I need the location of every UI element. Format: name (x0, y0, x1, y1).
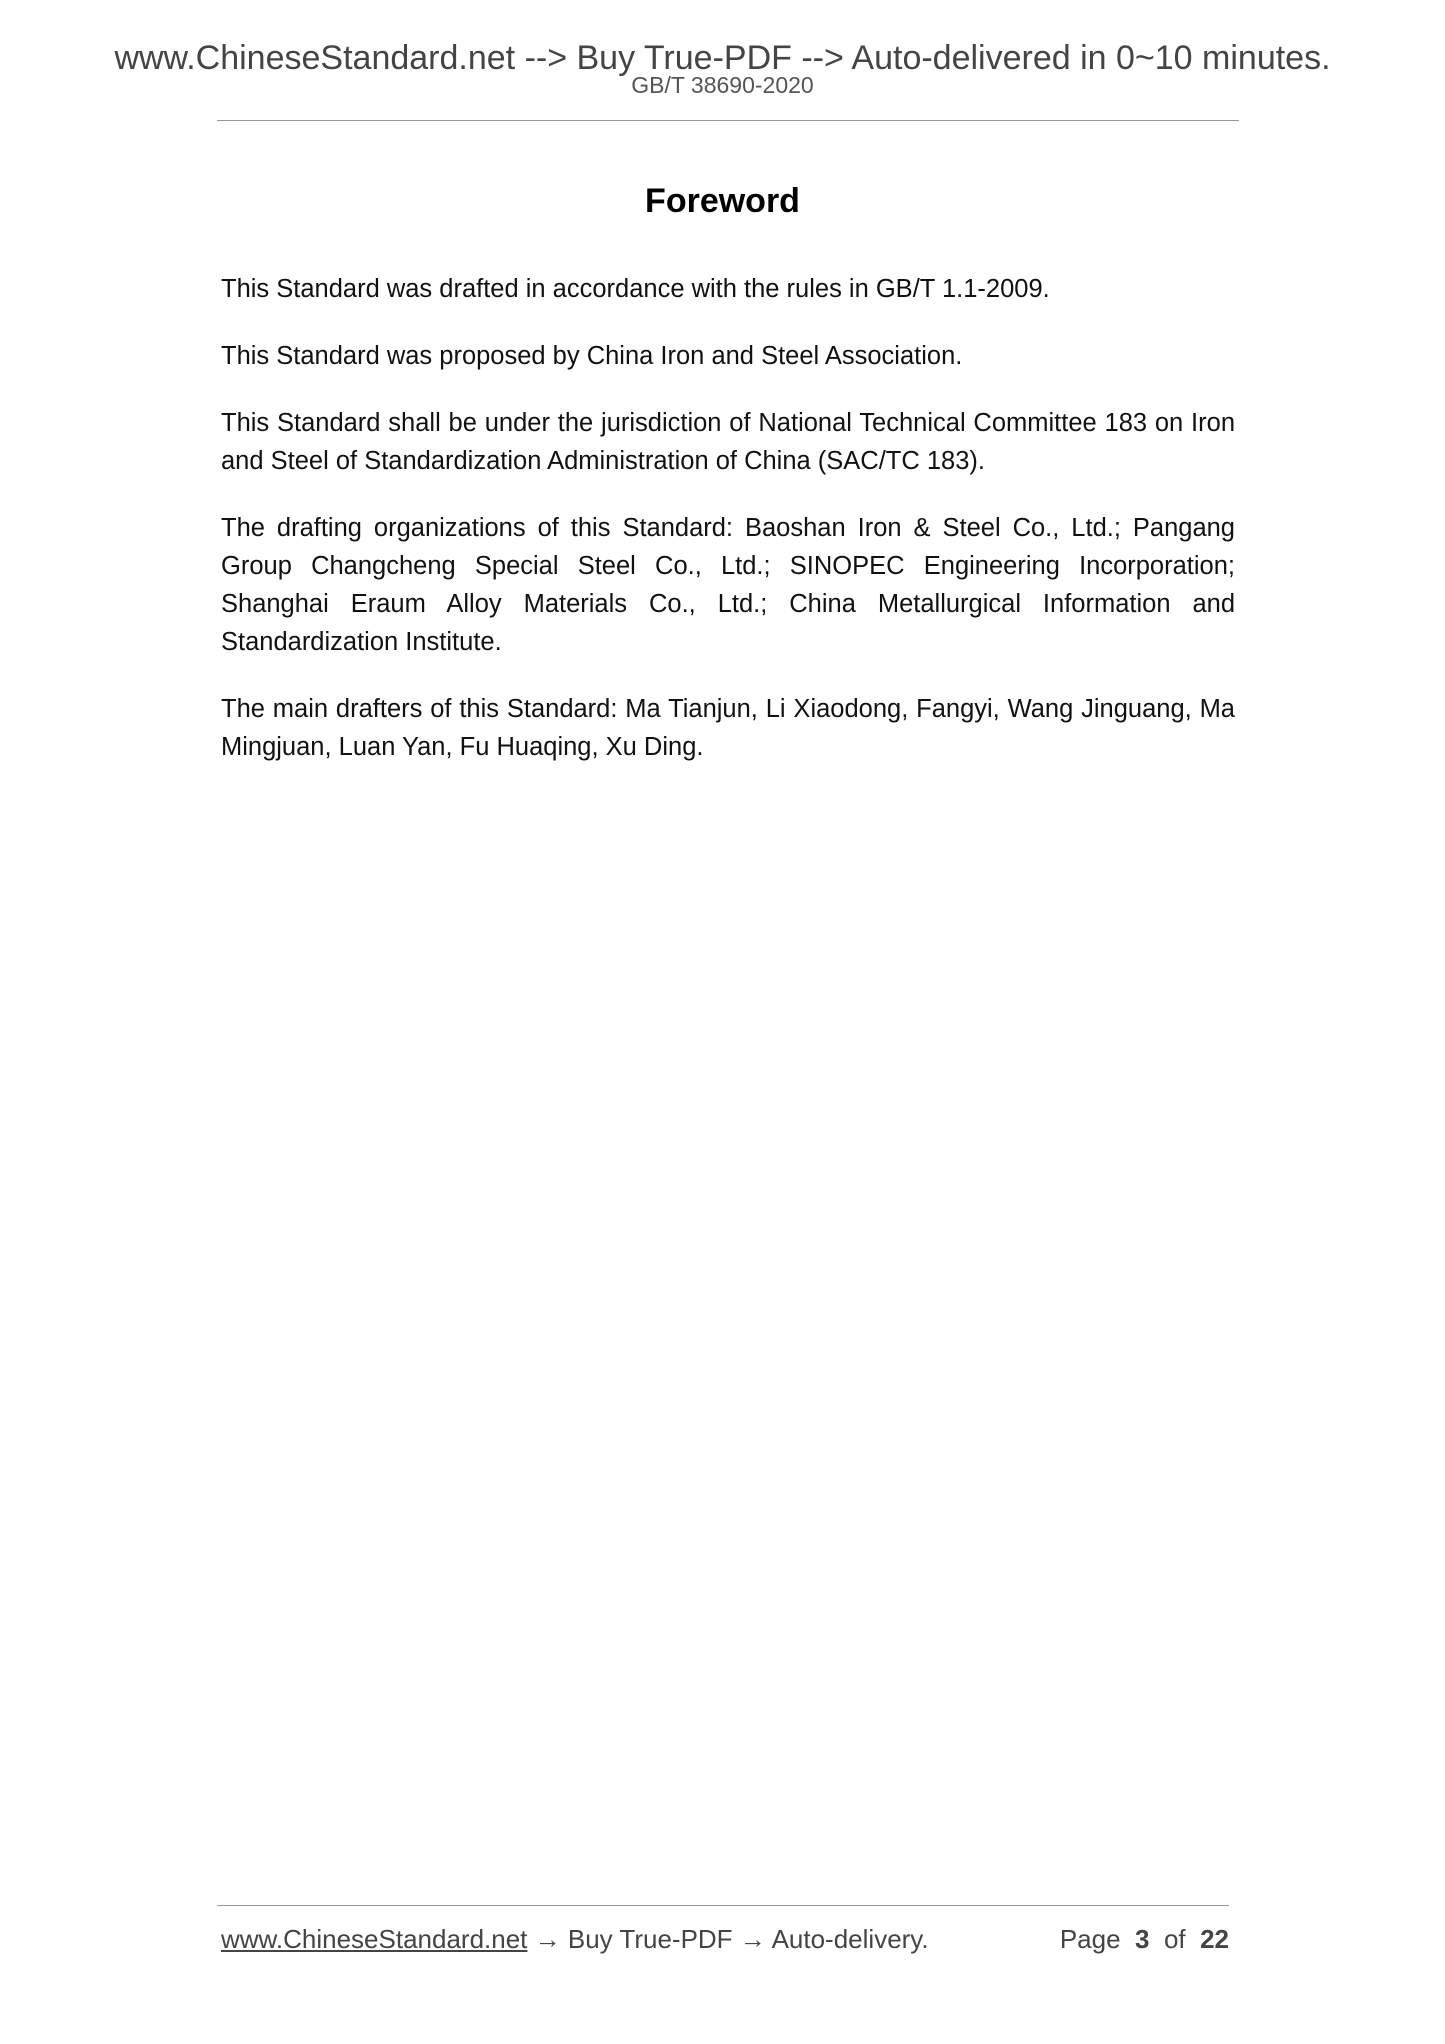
page-title: Foreword (645, 182, 800, 220)
website-link[interactable]: www.ChineseStandard.net (221, 1924, 528, 1954)
header-banner: www.ChineseStandard.net --> Buy True-PDF --> Auto-delivered in 0~10 minutes. (114, 39, 1331, 77)
of-label: of (1163, 1924, 1186, 1954)
document-id: GB/T 38690-2020 (631, 72, 814, 98)
page-footer (221, 1924, 1229, 1955)
footer-divider (217, 1905, 1229, 1906)
paragraph: This Standard was drafted in accordance with the rules in GB/T 1.1-2009. (221, 275, 1050, 303)
paragraph: The main drafters of this Standard: Ma Tianjun, Li Xiaodong, Fangyi, Wang Jinguang, Ma Mingjuan, Luan Yan, Fu Huaqing, Xu Ding. (221, 695, 1235, 761)
foreword-body (221, 270, 1235, 795)
page-indicator (1060, 1924, 1229, 1955)
paragraph: This Standard shall be under the jurisdiction of National Technical Committee 183 on Iron and Steel of Standardization Administration of China (SAC/TC 183). (221, 409, 1235, 475)
paragraph: This Standard was proposed by China Iron and Steel Association. (221, 342, 963, 370)
page-label: Page (1059, 1924, 1121, 1954)
page-total: 22 (1200, 1924, 1229, 1954)
header-divider (217, 120, 1239, 121)
page-current: 3 (1135, 1924, 1150, 1954)
footer-tagline: → Buy True-PDF → Auto-delivery. (527, 1924, 929, 1954)
paragraph: The drafting organizations of this Standard: Baoshan Iron & Steel Co., Ltd.; Pangang Group Changcheng Special Steel Co., Ltd.; SINOPEC Engineering Incorporation; Shanghai Eraum Alloy Materials Co., Ltd.; China Metallurgical Information and Standardization Institute. (221, 514, 1235, 656)
